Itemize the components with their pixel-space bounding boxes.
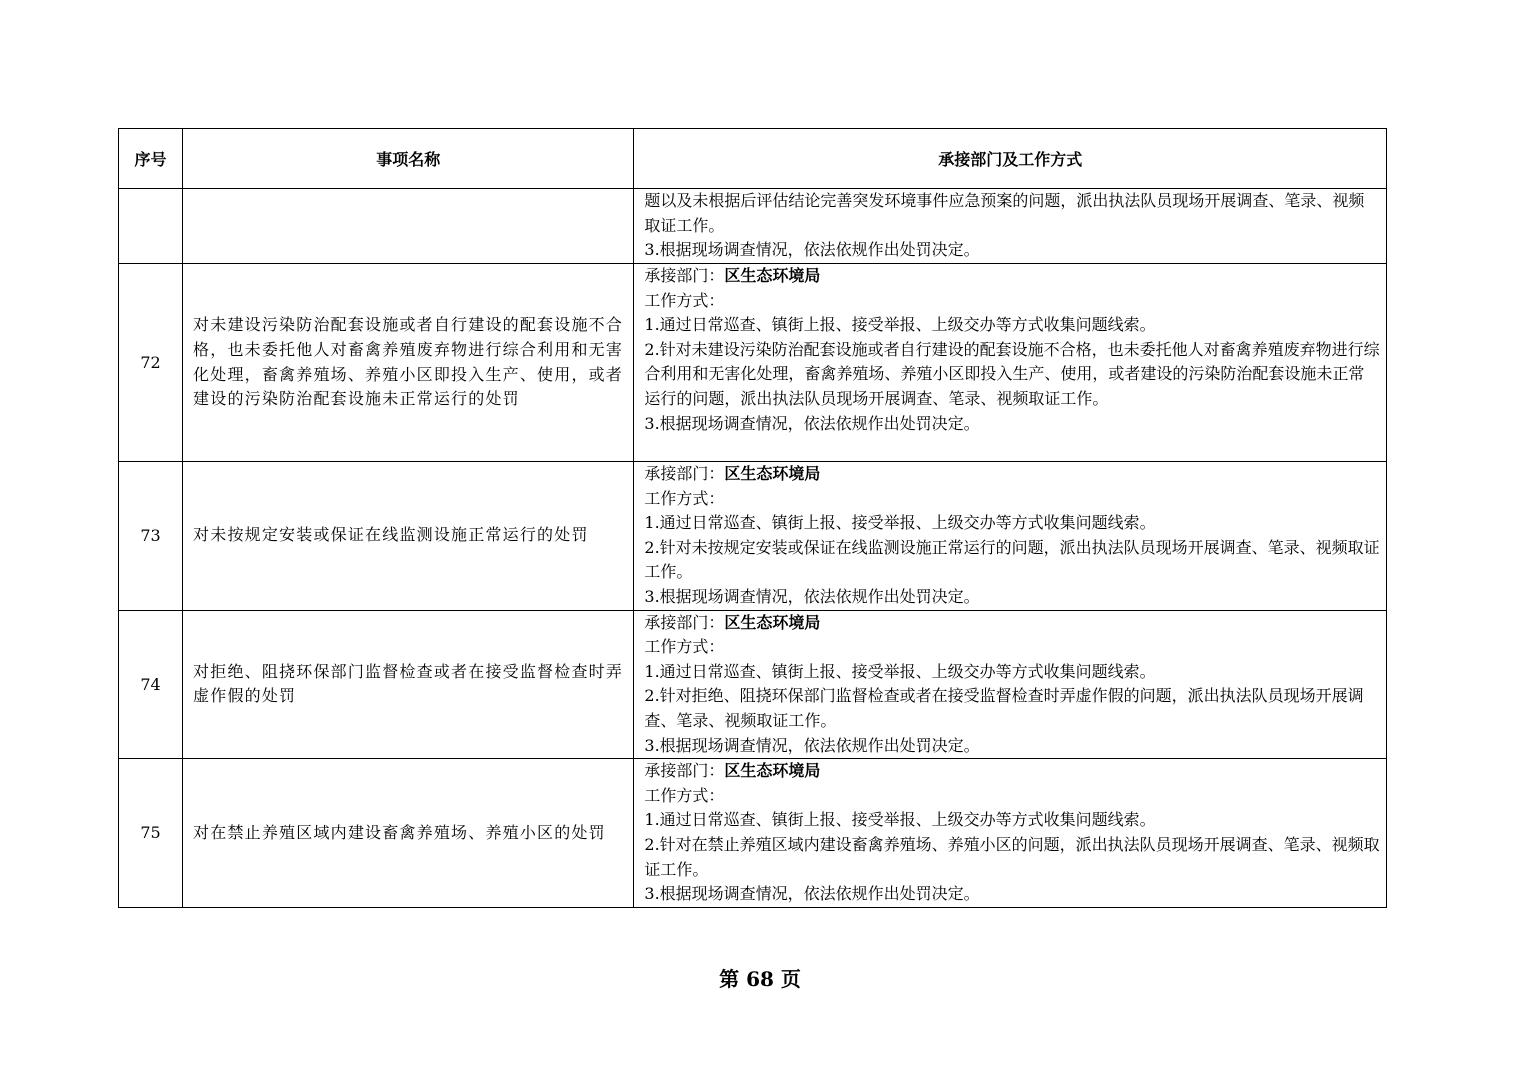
- dept-label: 承接部门：: [644, 464, 725, 483]
- dept-value: 区生态环境局: [724, 464, 821, 483]
- method-step: 2.针对拒绝、阻挠环保部门监督检查或者在接受监督检查时弄虚作假的问题，派出执法队员现场开展调查、笔录、视频取证工作。: [644, 686, 1364, 730]
- method-step: 1.通过日常巡查、镇街上报、接受举报、上级交办等方式收集问题线索。: [644, 315, 1156, 335]
- header-item-name: 事项名称: [183, 129, 634, 189]
- item-name: 对拒绝、阻挠环保部门监督检查或者在接受监督检查时弄虚作假的处罚: [183, 610, 634, 759]
- method-step: 3.根据现场调查情况，依法依规作出处罚决定。: [644, 884, 980, 904]
- header-department-method: 承接部门及工作方式: [634, 129, 1387, 189]
- continuation-row: [119, 189, 1387, 264]
- method-step: 1.通过日常巡查、镇街上报、接受举报、上级交办等方式收集问题线索。: [644, 661, 1156, 681]
- dept-value: 区生态环境局: [724, 266, 821, 285]
- dept-method-cell: [634, 264, 1387, 462]
- method-step: 2.针对未按规定安装或保证在线监测设施正常运行的问题，派出执法队员现场开展调查、笔录、视频取证工作。: [644, 537, 1380, 582]
- method-label: 工作方式：: [644, 637, 725, 657]
- continuation-line: 题以及未根据后评估结论完善突发环境事件应急预案的问题，派出执法队员现场开展调查、笔录、视频取证工作。: [644, 191, 1365, 235]
- dept-line: [644, 611, 1380, 636]
- method-step: 3.根据现场调查情况，依法依规作出处罚决定。: [644, 413, 980, 433]
- method-label: 工作方式：: [644, 290, 725, 310]
- dept-label: 承接部门：: [644, 266, 725, 285]
- dept-line: [644, 264, 1380, 289]
- dept-method-cell: [634, 610, 1387, 759]
- item-name: 对未建设污染防治配套设施或者自行建设的配套设施不合格，也未委托他人对畜禽养殖废弃物进行综合利用和无害化处理，畜禽养殖场、养殖小区即投入生产、使用，或者建设的污染防治配套设施未正常运行的处罚: [183, 264, 634, 462]
- dept-line: [644, 462, 1380, 487]
- item-name: 对在禁止养殖区域内建设畜禽养殖场、养殖小区的处罚: [183, 759, 634, 908]
- table-row: [119, 264, 1387, 462]
- matters-table: [118, 128, 1387, 908]
- table-header-row: [119, 129, 1387, 189]
- dept-method-cell: [634, 759, 1387, 908]
- dept-method-cell: [634, 462, 1387, 611]
- dept-value: 区生态环境局: [724, 612, 821, 632]
- continuation-dept-cell: [634, 189, 1387, 264]
- continuation-name-cell: [183, 189, 634, 264]
- item-name: 对未按规定安装或保证在线监测设施正常运行的处罚: [183, 462, 634, 611]
- method-step: 1.通过日常巡查、镇街上报、接受举报、上级交办等方式收集问题线索。: [644, 810, 1156, 830]
- dept-line: [644, 759, 1380, 784]
- method-step: 1.通过日常巡查、镇街上报、接受举报、上级交办等方式收集问题线索。: [644, 513, 1156, 533]
- header-serial-number: 序号: [119, 129, 183, 189]
- method-step: 2.针对在禁止养殖区域内建设畜禽养殖场、养殖小区的问题，派出执法队员现场开展调查、笔录、视频取证工作。: [644, 834, 1380, 879]
- dept-label: 承接部门：: [644, 761, 725, 781]
- table-row: [119, 759, 1387, 908]
- method-step: 2.针对未建设污染防治配套设施或者自行建设的配套设施不合格，也未委托他人对畜禽养殖废弃物进行综合利用和无害化处理，畜禽养殖场、养殖小区即投入生产、使用，或者建设的污染防治配套设施未正常运行的问题，派出执法队员现场开展调查、笔录、视频取证工作。: [644, 339, 1380, 408]
- method-step: 3.根据现场调查情况，依法依规作出处罚决定。: [644, 586, 980, 606]
- table-row: [119, 462, 1387, 611]
- continuation-serial-cell: [119, 189, 183, 264]
- serial-number: 72: [119, 264, 183, 462]
- dept-value: 区生态环境局: [724, 761, 821, 781]
- method-step: 3.根据现场调查情况，依法依规作出处罚决定。: [644, 735, 980, 755]
- page-number: 第 68 页: [719, 967, 801, 991]
- serial-number: 75: [119, 759, 183, 908]
- method-label: 工作方式：: [644, 488, 725, 508]
- table-row: [119, 610, 1387, 759]
- serial-number: 73: [119, 462, 183, 611]
- continuation-line: 3.根据现场调查情况，依法依规作出处罚决定。: [644, 240, 980, 260]
- serial-number: 74: [119, 610, 183, 759]
- dept-label: 承接部门：: [644, 612, 725, 632]
- method-label: 工作方式：: [644, 785, 725, 805]
